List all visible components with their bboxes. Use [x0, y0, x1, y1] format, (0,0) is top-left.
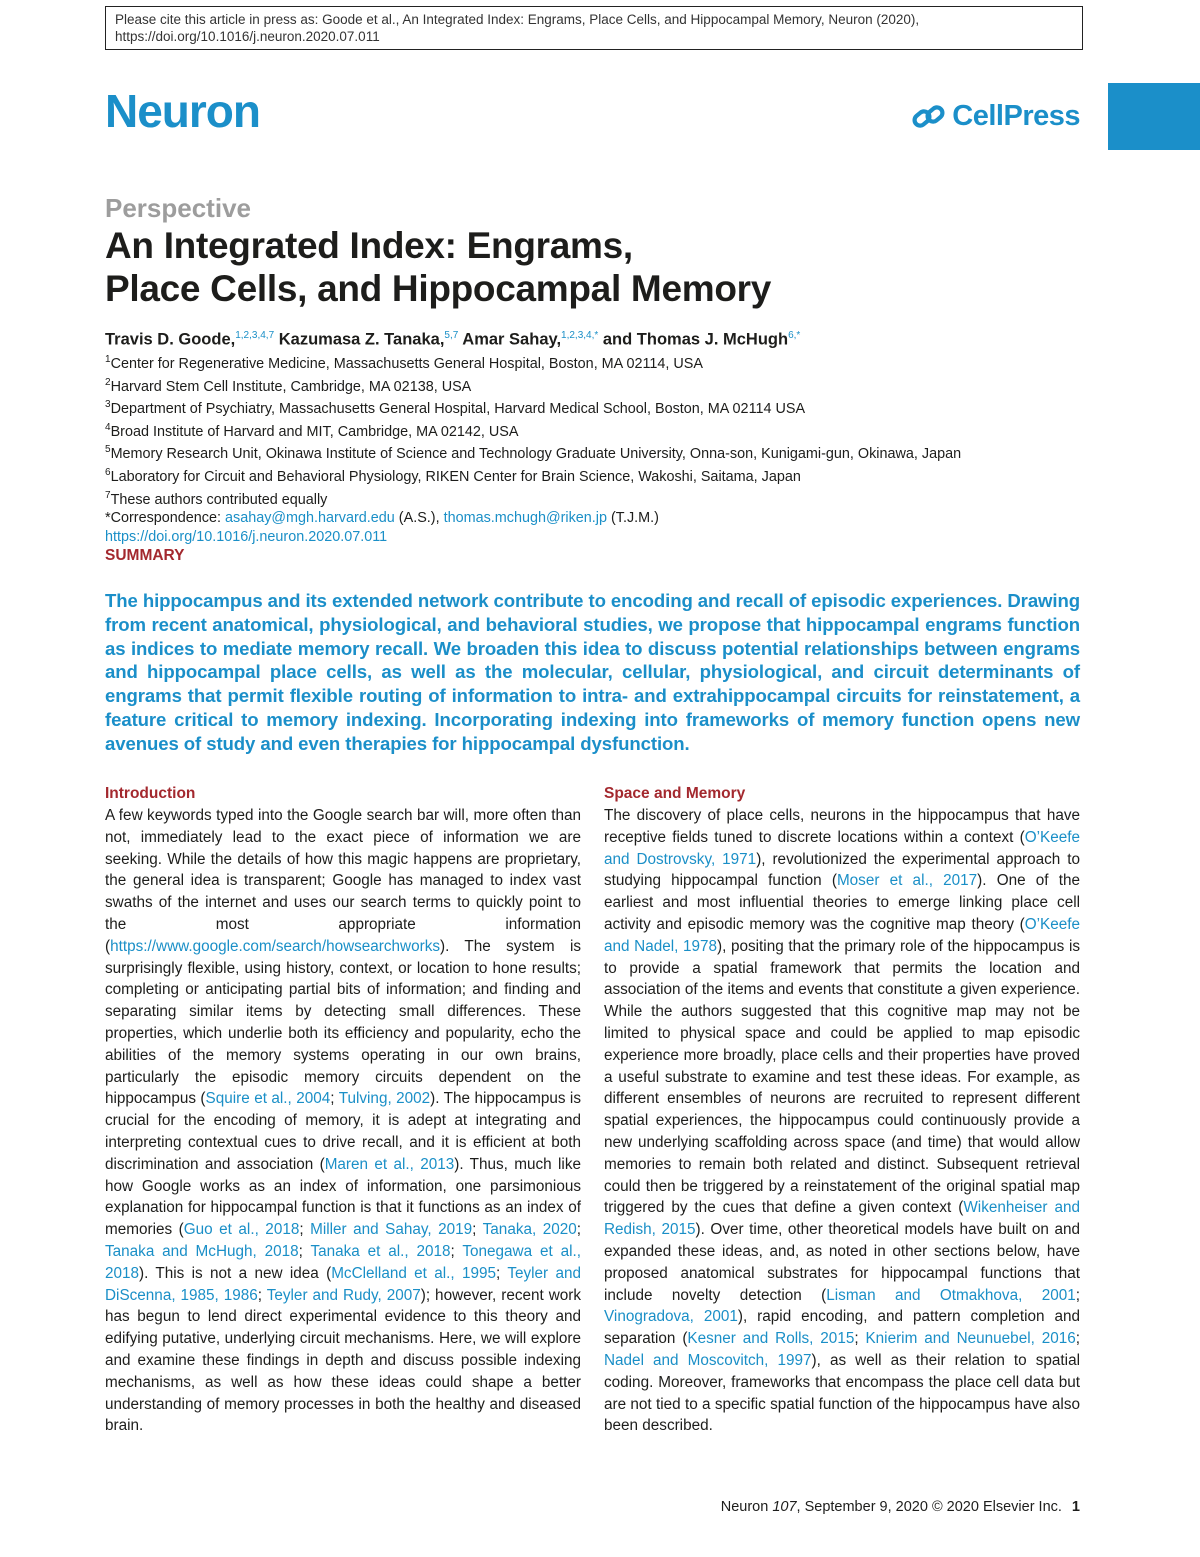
citation-link[interactable]: Tanaka et al., 2018 — [310, 1242, 451, 1260]
body-text: ; — [330, 1090, 339, 1108]
body-text: ; — [298, 1242, 311, 1260]
summary-heading: SUMMARY — [105, 547, 185, 564]
section-tab-marker — [1108, 83, 1200, 150]
body-text: ). One of the earliest and most influential theories to emerge linking place cell activity and episodic memory was the cognitive map theory ( — [604, 872, 1080, 933]
affiliation-text: Memory Research Unit, Okinawa Institute of Science and Technology Graduate University, Onna-son, Kunigami-gun, Okinawa, Japan — [110, 446, 962, 463]
body-text: ). The hippocampus is crucial for the encoding of memory, it is adept at integrating and interpreting contextual cues to drive recall, and it is efficient at both discrimination and association ( — [105, 1090, 581, 1173]
affiliation-number: 6 — [105, 466, 111, 478]
body-text: ; — [1075, 1286, 1080, 1304]
citation-link[interactable]: Tulving, 2002 — [338, 1090, 431, 1108]
doi-row — [105, 528, 1095, 547]
affiliation-number: 2 — [105, 376, 111, 388]
author-name: Travis D. Goode, — [105, 330, 236, 349]
email-link-mchugh[interactable]: thomas.mchugh@riken.jp — [443, 510, 607, 527]
citation-link[interactable]: Kesner and Rolls, 2015 — [687, 1330, 855, 1348]
affiliation — [105, 351, 1095, 374]
introduction-paragraph — [105, 805, 581, 1437]
title-line-1: An Integrated Index: Engrams, — [105, 225, 633, 266]
affiliation — [105, 441, 1095, 464]
affiliation-text: Center for Regenerative Medicine, Massachusetts General Hospital, Boston, MA 02114, USA — [110, 355, 704, 372]
citation-link[interactable]: Nadel and Moscovitch, 1997 — [604, 1351, 812, 1369]
affiliation-text: Harvard Stem Cell Institute, Cambridge, MA 02138, USA — [110, 378, 472, 395]
author-affiliation-markers[interactable]: 6,* — [788, 330, 801, 341]
citation-link[interactable]: O’Keefe and Dostrovsky, 1971 — [604, 828, 1080, 868]
citation-link[interactable]: Lisman and Otmakhova, 2001 — [826, 1286, 1076, 1304]
author-affiliation-markers[interactable]: 1,2,3,4,* — [561, 330, 599, 341]
section-heading-space-and-memory: Space and Memory — [604, 785, 746, 802]
body-text: ), rapid encoding, and pattern completion and separation ( — [604, 1308, 1081, 1348]
affiliation-number: 7 — [105, 489, 111, 501]
cellpress-logo[interactable] — [912, 100, 1080, 133]
body-text: ; — [854, 1330, 866, 1348]
journal-logo[interactable]: Neuron — [105, 85, 260, 137]
body-text: ; — [496, 1264, 508, 1282]
author-list — [105, 330, 800, 350]
page-footer — [721, 1499, 1080, 1515]
body-text: ; — [576, 1221, 582, 1239]
url-link[interactable]: https://www.google.com/search/howsearchworks — [110, 937, 440, 955]
citation-link[interactable]: Miller and Sahay, 2019 — [310, 1221, 473, 1239]
correspondence-initials: (A.S.), — [394, 510, 444, 527]
body-text: ; — [257, 1286, 267, 1304]
citation-link[interactable]: Maren et al., 2013 — [324, 1155, 455, 1173]
page-number: 1 — [1071, 1499, 1080, 1515]
citation-link[interactable]: Tanaka, 2020 — [482, 1221, 577, 1239]
footer-volume: 107 — [772, 1499, 797, 1515]
body-text: ), revolutionized the experimental approach to studying hippocampal function ( — [604, 850, 1080, 890]
email-link-sahay[interactable]: asahay@mgh.harvard.edu — [225, 510, 395, 527]
citation-link[interactable]: Wikenheiser and Redish, 2015 — [604, 1199, 1080, 1239]
body-text: The discovery of place cells, neurons in the hippocampus that have receptive fields tuned to discrete locations within a context ( — [604, 807, 1080, 846]
citation-link[interactable]: Vinogradova, 2001 — [604, 1308, 738, 1326]
correspondence — [105, 509, 1095, 528]
author-name: and Thomas J. McHugh — [598, 330, 789, 349]
citation-link[interactable]: Moser et al., 2017 — [836, 872, 978, 890]
affiliation-number: 3 — [105, 399, 111, 411]
affiliation-number: 5 — [105, 444, 111, 456]
body-text: ), positing that the primary role of the hippocampus is to provide a spatial framework that permits the location and association of the items and events that constitute a given experience. While the authors suggested that this cognitive map may not be limited to physical space and could be applied to map episodic experience more broadly, place cells and their properties have proved a useful substrate to examine and test these ideas. For example, as different ensembles of neurons are recruited to represent different spatial experiences, the hippocampus could continuously provide a new underlying scaffolding across space (and time) that would allow memories to remain both related and distinct. Subsequent retrieval could then be triggered by a reinstatement of the original spatial map triggered by the cues that define a given context ( — [604, 937, 1080, 1217]
column-right — [604, 783, 1080, 1437]
body-text: ; — [450, 1242, 463, 1260]
summary-text: The hippocampus and its extended network contribute to encoding and recall of episodic experiences. Drawing from recent anatomical, physiological, and behavioral studies, we propose that hippocampal engrams function as indices to mediate memory recall. We broaden this idea to discuss potential relationships between engrams and hippocampal place cells, as well as the molecular, cellular, physiological, and circuit determinants of engrams that permit flexible routing of information to intra- and extrahippocampal circuits for reinstatement, a feature critical to memory indexing. Incorporating indexing into frameworks of memory function opens new avenues of study and even therapies for hippocampal dysfunction. — [105, 590, 1080, 754]
doi-link[interactable]: https://doi.org/10.1016/j.neuron.2020.07.011 — [105, 528, 388, 545]
column-left — [105, 783, 581, 1437]
title-line-2: Place Cells, and Hippocampal Memory — [105, 268, 771, 309]
affiliation-text: Broad Institute of Harvard and MIT, Cambridge, MA 02142, USA — [110, 423, 519, 440]
citation-link[interactable]: O’Keefe and Nadel, 1978 — [604, 915, 1080, 955]
article-type: Perspective — [105, 193, 251, 223]
body-text: ; — [299, 1221, 311, 1239]
footer-date-copyright: , September 9, 2020 © 2020 Elsevier Inc. — [796, 1499, 1062, 1515]
body-text: A few keywords typed into the Google search bar will, more often than not, immediately lead to the exact piece of information we are seeking. While the details of how this magic happens are proprietary, the general idea is transparent; Google has managed to index vast swaths of the internet and uses our search terms to quickly point to the most appropriate information ( — [105, 807, 581, 955]
author-affiliation-markers[interactable]: 1,2,3,4,7 — [235, 330, 275, 341]
author-name: Kazumasa Z. Tanaka, — [274, 330, 445, 349]
body-text: ). Over time, other theoretical models have built on and expanded these ideas, and, as noted in other sections below, have proposed anatomical substrates for hippocampal functions that include novelty detection ( — [604, 1221, 1080, 1304]
citation-link[interactable]: Knierim and Neunuebel, 2016 — [865, 1330, 1076, 1348]
author-name: Amar Sahay, — [458, 330, 562, 349]
citation-link[interactable]: Teyler and Rudy, 2007 — [266, 1286, 421, 1304]
body-text: ); however, recent work has begun to lend direct experimental evidence to this theory and edifying putative, underlying circuit mechanisms. Here, we will explore and examine these findings in depth and discuss possible indexing mechanisms, as well as how these ideas could shape a better understanding of memory processes in both the healthy and diseased brain. — [105, 1286, 581, 1435]
affiliation — [105, 464, 1095, 487]
citation-link[interactable]: Tanaka and McHugh, 2018 — [105, 1242, 299, 1260]
citation-link[interactable]: Teyler and DiScenna, 1985, 1986 — [105, 1264, 581, 1304]
correspondence-initials: (T.J.M.) — [606, 510, 659, 527]
cellpress-wordmark: CellPress — [952, 100, 1080, 132]
affiliation — [105, 374, 1095, 397]
link-chain-icon — [912, 102, 946, 132]
body-text: ), as well as their relation to spatial coding. Moreover, frameworks that encompass the place cell data but are not tied to a specific spatial function of the hippocampus have also been described. — [604, 1351, 1080, 1435]
affiliation — [105, 487, 1095, 510]
body-text: ). The system is surprisingly flexible, using history, context, or location to hone results; completing or anticipating partial bits of information; and finding and separating similar items by detecting small differences. These properties, which underlie both its efficiency and popularity, echo the abilities of the memory systems operating in our own brains, particularly the episodic memory circuits dependent on the hippocampus ( — [105, 937, 581, 1108]
body-text: ). Thus, much like how Google works as an index of information, one parsimonious explanation for hippocampal function is that it functions as an index of memories ( — [105, 1155, 581, 1239]
correspondence-label: *Correspondence: — [105, 510, 225, 527]
citation-link[interactable]: Squire et al., 2004 — [205, 1090, 331, 1108]
body-text: ; — [472, 1221, 483, 1239]
citation-link[interactable]: McClelland et al., 1995 — [331, 1264, 497, 1282]
body-text: ; — [1075, 1330, 1081, 1348]
affiliations — [105, 351, 1095, 547]
section-heading-introduction: Introduction — [105, 785, 196, 802]
footer-journal: Neuron — [720, 1499, 773, 1515]
body-text: ). This is not a new idea ( — [139, 1264, 332, 1282]
affiliation-text: Department of Psychiatry, Massachusetts General Hospital, Harvard Medical School, Boston, MA 02114 USA — [110, 400, 806, 417]
affiliation-text: Laboratory for Circuit and Behavioral Physiology, RIKEN Center for Brain Science, Wakoshi, Saitama, Japan — [110, 468, 801, 485]
affiliation-number: 4 — [105, 421, 111, 433]
article-title — [105, 224, 771, 310]
citation-notice: Please cite this article in press as: Goode et al., An Integrated Index: Engrams, Place Cells, and Hippocampal Memory, Neuron (2020), https://doi.org/10.1016/j.neuron.2020.07.011 — [105, 6, 1083, 50]
citation-link[interactable]: Tonegawa et al., 2018 — [105, 1242, 581, 1282]
affiliation — [105, 396, 1095, 419]
author-affiliation-markers[interactable]: 5,7 — [444, 330, 459, 341]
citation-link[interactable]: Guo et al., 2018 — [183, 1221, 300, 1239]
space-memory-paragraph — [604, 805, 1080, 1437]
affiliation-text: These authors contributed equally — [110, 491, 328, 508]
affiliation — [105, 419, 1095, 442]
affiliation-number: 1 — [105, 354, 111, 365]
